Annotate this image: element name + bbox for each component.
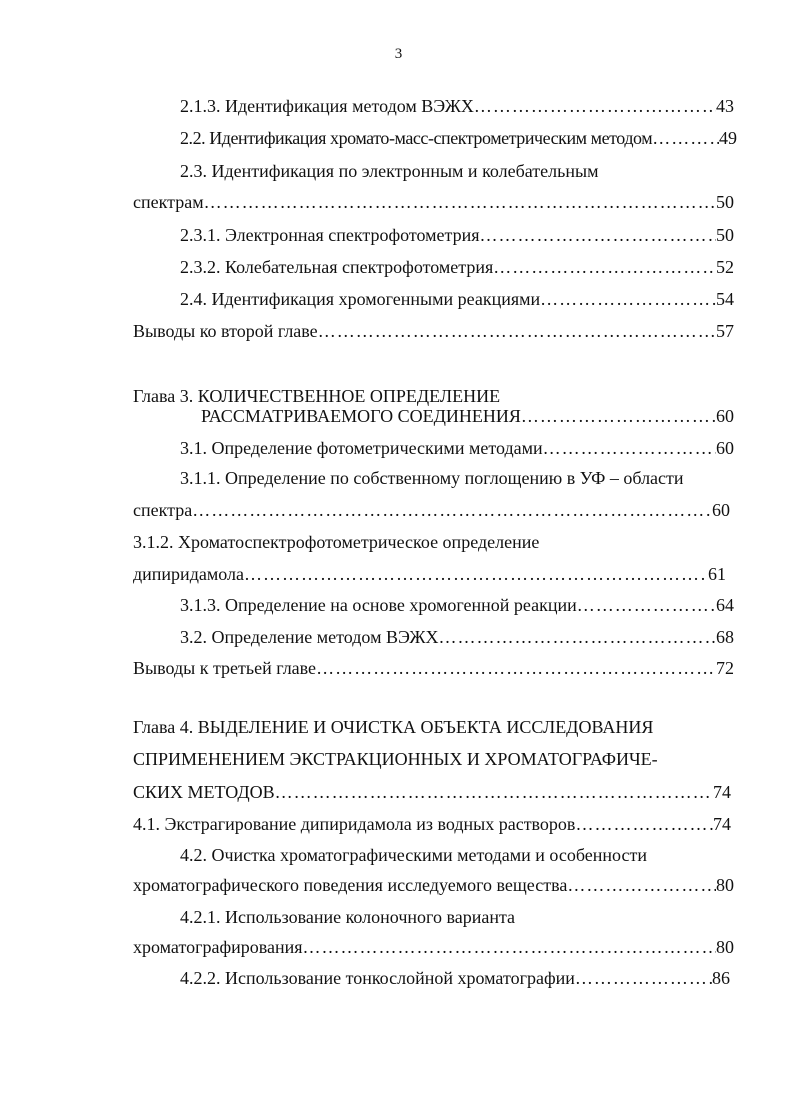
toc-entry-4-2-1[interactable] bbox=[133, 936, 734, 958]
toc-page-number: 50 bbox=[716, 192, 734, 212]
toc-chapter-4-title-line-2[interactable]: СПРИМЕНЕНИЕМ ЭКСТРАКЦИОННЫХ И ХРОМАТОГРАФИЧЕ- bbox=[133, 749, 658, 769]
leader-dots bbox=[303, 936, 716, 958]
leader-dots bbox=[244, 563, 708, 585]
toc-entry-2-1-3[interactable] bbox=[180, 95, 734, 117]
toc-entry-title: спектра bbox=[133, 500, 193, 520]
toc-entry-2-3-2[interactable] bbox=[180, 256, 734, 278]
toc-chapter-4[interactable] bbox=[133, 781, 731, 803]
toc-entry-3-2[interactable] bbox=[180, 626, 734, 648]
toc-entry-4-2-title[interactable]: 4.2. Очистка хроматографическими методами и особенности bbox=[180, 845, 647, 865]
toc-page-number: 60 bbox=[712, 500, 730, 520]
toc-entry-title: 3.1.3. Определение на основе хромогенной реакции bbox=[180, 595, 577, 615]
leader-dots bbox=[575, 967, 712, 989]
toc-entry-title: 3.1. Определение фотометрическими методами bbox=[180, 438, 543, 458]
toc-page-number: 50 bbox=[716, 225, 734, 245]
toc-page-number: 80 bbox=[716, 937, 734, 957]
toc-entry-title: хроматографического поведения исследуемого вещества bbox=[133, 875, 568, 895]
toc-entry-4-1[interactable] bbox=[133, 813, 731, 835]
toc-entry-title: 2.3.1. Электронная спектрофотометрия bbox=[180, 225, 480, 245]
toc-entry-3-1[interactable] bbox=[180, 437, 734, 459]
toc-page-number: 72 bbox=[716, 658, 734, 678]
leader-dots bbox=[577, 594, 716, 616]
leader-dots bbox=[439, 626, 716, 648]
toc-entry-title: 4.2.2. Использование тонкослойной хроматографии bbox=[180, 968, 575, 988]
toc-entry-4-2-1-title[interactable]: 4.2.1. Использование колоночного варианта bbox=[180, 907, 516, 927]
toc-entry-title: хроматографирования bbox=[133, 937, 303, 957]
toc-entry-title: Выводы ко второй главе bbox=[133, 321, 318, 341]
toc-entry-2-3-1[interactable] bbox=[180, 224, 734, 246]
toc-entry-title: дипиридамола bbox=[133, 564, 244, 584]
toc-chapter-4-title-line-1[interactable]: Глава 4. ВЫДЕЛЕНИЕ И ОЧИСТКА ОБЪЕКТА ИССЛЕДОВАНИЯ bbox=[133, 717, 654, 737]
toc-entry-title: 2.2. Идентификация хромато-масс-спектрометрическим методом bbox=[180, 128, 653, 148]
toc-chapter-3[interactable] bbox=[201, 405, 734, 427]
leader-dots bbox=[474, 95, 716, 117]
toc-entry-3-1-3[interactable] bbox=[180, 594, 734, 616]
toc-entry-2-3-title[interactable]: 2.3. Идентификация по электронным и колебательным bbox=[180, 161, 599, 181]
toc-entry-4-2-2[interactable] bbox=[180, 967, 730, 989]
toc-conclusions-chapter-3[interactable] bbox=[133, 657, 734, 679]
leader-dots bbox=[652, 127, 719, 149]
toc-entry-2-2[interactable] bbox=[180, 127, 737, 149]
toc-entry-title: 3.2. Определение методом ВЭЖХ bbox=[180, 627, 439, 647]
leader-dots bbox=[575, 813, 713, 835]
toc-entry-title: РАССМАТРИВАЕМОГО СОЕДИНЕНИЯ bbox=[201, 406, 521, 426]
toc-page-number: 52 bbox=[716, 257, 734, 277]
toc-entry-3-1-1-title[interactable]: 3.1.1. Определение по собственному поглощению в УФ – области bbox=[180, 468, 684, 488]
page-number: 3 bbox=[394, 46, 403, 62]
toc-page-number: 60 bbox=[716, 438, 734, 458]
toc-entry-title: 2.4. Идентификация хромогенными реакциями bbox=[180, 289, 541, 309]
toc-page-number: 61 bbox=[708, 564, 726, 584]
toc-entry-title: СКИХ МЕТОДОВ bbox=[133, 782, 275, 802]
leader-dots bbox=[521, 405, 716, 427]
toc-page-number: 86 bbox=[712, 968, 730, 988]
toc-page-number: 64 bbox=[716, 595, 734, 615]
toc-entry-title: 2.3.2. Колебательная спектрофотометрия bbox=[180, 257, 494, 277]
toc-entry-4-2[interactable] bbox=[133, 874, 734, 896]
toc-page-number: 54 bbox=[716, 289, 734, 309]
toc-page-number: 74 bbox=[713, 782, 731, 802]
leader-dots bbox=[480, 224, 716, 246]
leader-dots bbox=[543, 437, 716, 459]
toc-entry-title: спектрам bbox=[133, 192, 204, 212]
leader-dots bbox=[493, 256, 716, 278]
toc-chapter-3-title[interactable]: Глава 3. КОЛИЧЕСТВЕННОЕ ОПРЕДЕЛЕНИЕ bbox=[133, 386, 501, 406]
toc-page-number: 68 bbox=[716, 627, 734, 647]
toc-page-number: 74 bbox=[713, 814, 731, 834]
toc-entry-2-4[interactable] bbox=[180, 288, 734, 310]
leader-dots bbox=[567, 874, 716, 896]
toc-page-number: 80 bbox=[716, 875, 734, 895]
toc-entry-title: 4.1. Экстрагирование дипиридамола из водных растворов bbox=[133, 814, 576, 834]
leader-dots bbox=[275, 781, 713, 803]
toc-page-number: 43 bbox=[716, 96, 734, 116]
leader-dots bbox=[192, 499, 712, 521]
toc-entry-3-1-2-title[interactable]: 3.1.2. Хроматоспектрофотометрическое определение bbox=[133, 532, 540, 552]
toc-entry-3-1-2[interactable] bbox=[133, 563, 726, 585]
leader-dots bbox=[318, 320, 716, 342]
toc-page-number: 49 bbox=[719, 128, 737, 148]
toc-entry-3-1-1[interactable] bbox=[133, 499, 730, 521]
toc-page-number: 57 bbox=[716, 321, 734, 341]
toc-page-number: 60 bbox=[716, 406, 734, 426]
toc-entry-title: Выводы к третьей главе bbox=[133, 658, 317, 678]
toc-entry-title: 2.1.3. Идентификация методом ВЭЖХ bbox=[180, 96, 474, 116]
leader-dots bbox=[540, 288, 716, 310]
leader-dots bbox=[204, 191, 716, 213]
toc-conclusions-chapter-2[interactable] bbox=[133, 320, 734, 342]
leader-dots bbox=[316, 657, 716, 679]
toc-entry-2-3[interactable] bbox=[133, 191, 734, 213]
